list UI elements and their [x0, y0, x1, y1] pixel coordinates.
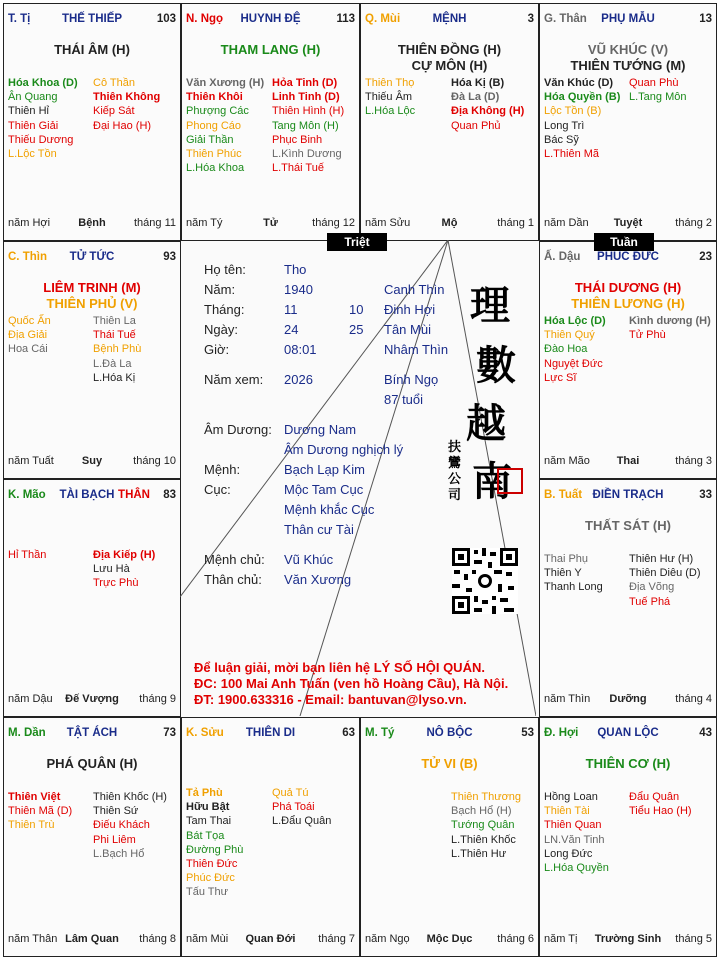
minor-star[interactable]: Tướng Quân	[451, 819, 515, 832]
minor-star[interactable]: Thiên Khốc (H)	[93, 791, 167, 803]
minor-star[interactable]: Tả Phù	[186, 787, 223, 799]
minor-star[interactable]: Kiếp Sát	[93, 105, 135, 118]
minor-star[interactable]: Phúc Đức	[186, 872, 235, 885]
nam-xem-label: Năm xem:	[204, 372, 264, 387]
palace-hoi[interactable]	[539, 717, 717, 957]
minor-star[interactable]: Hoa Cái	[8, 343, 48, 356]
right-star-column	[629, 76, 686, 104]
am-duong: Dương Nam	[284, 422, 357, 437]
footer-month: tháng 5	[675, 933, 712, 945]
footer-year: năm Thìn	[544, 693, 591, 705]
right-star-column	[93, 76, 160, 133]
minor-star[interactable]: L.Hóa Quyền	[544, 862, 609, 875]
palace-branch: N. Ngọ	[186, 13, 224, 25]
right-star-column	[629, 314, 711, 342]
minor-star[interactable]: Bệnh Phù	[93, 343, 142, 356]
footer-year: năm Mùi	[186, 933, 229, 945]
minor-star[interactable]: Đường Phù	[186, 843, 244, 856]
minor-star[interactable]: L.Bạch Hổ	[93, 847, 145, 860]
palace-number: 43	[699, 727, 712, 739]
palace-name: QUAN LỘC	[597, 727, 659, 739]
minor-star[interactable]: Thiên Việt	[8, 791, 61, 803]
ngay-duong: 24	[284, 322, 299, 337]
footer-month: tháng 8	[139, 933, 176, 945]
minor-star[interactable]: Thái Tuế	[93, 329, 136, 342]
footer-month: tháng 11	[133, 217, 176, 229]
palace-name: HUYNH ĐỆ	[240, 13, 301, 25]
minor-star[interactable]: L.Thiên Hư	[451, 847, 507, 860]
major-star[interactable]: THẤT SÁT (H)	[585, 518, 671, 533]
palace-ty[interactable]	[360, 717, 539, 957]
gio-can-chi: Nhâm Thìn	[384, 342, 449, 357]
minor-star[interactable]: Kình dương (H)	[629, 315, 711, 327]
nam-label: Năm:	[204, 282, 236, 297]
footer-month: tháng 9	[139, 693, 176, 705]
palace-footer	[544, 693, 712, 707]
footer-stage: Dưỡng	[609, 693, 647, 705]
footer-stage: Mộ	[441, 217, 458, 229]
minor-star[interactable]: Quả Tú	[272, 787, 309, 799]
minor-star[interactable]: Tuế Phá	[629, 595, 671, 608]
palace-branch: Đ. Hợi	[544, 727, 579, 739]
minor-star[interactable]: Hỏa Tinh (D)	[272, 77, 338, 89]
minor-star[interactable]: Tam Thai	[186, 815, 232, 828]
palace-ngo[interactable]	[181, 3, 360, 241]
calligraphy-char-2: 數	[476, 342, 516, 389]
left-star-column	[8, 790, 72, 833]
minor-star[interactable]: Long Đức	[544, 847, 593, 860]
minor-star[interactable]: Thiên Khôi	[186, 91, 243, 104]
minor-star[interactable]: Phục Binh	[272, 133, 323, 146]
footer-stage: Suy	[81, 455, 103, 467]
minor-star[interactable]: Địa Không (H)	[451, 105, 525, 118]
footer-year: năm Sửu	[365, 217, 411, 229]
minor-star[interactable]: Thiên Hình (H)	[272, 105, 345, 118]
footer-month: tháng 12	[312, 217, 355, 229]
minor-star[interactable]: Hữu Bật	[186, 801, 230, 814]
palace-name: TÀI BẠCH	[59, 489, 115, 501]
nam-can-chi: Canh Thìn	[384, 282, 445, 297]
palace-name: ĐIỀN TRẠCH	[592, 489, 664, 501]
minor-star[interactable]: Thiên Sứ	[93, 805, 139, 818]
major-star[interactable]: THIÊN TƯỚNG (M)	[570, 58, 686, 73]
footer-year: năm Tị	[544, 933, 578, 945]
left-star-column	[186, 76, 264, 175]
contact-line-1: Để luận giải, mời bạn liên hệ LÝ SỐ HỘI QUÁN.	[194, 660, 485, 675]
minor-star[interactable]: Bác Sỹ	[544, 133, 579, 146]
palace-branch: M. Dần	[8, 727, 46, 739]
minor-star[interactable]: Hỉ Thần	[8, 549, 47, 561]
minor-star[interactable]: Tấu Thư	[186, 886, 229, 899]
minor-star[interactable]: Tử Phù	[629, 329, 666, 342]
palace-branch: T. Tị	[8, 13, 31, 25]
right-star-column	[629, 552, 701, 609]
palace-footer	[8, 217, 176, 231]
minor-star[interactable]: Thiên Diêu (D)	[629, 567, 701, 580]
palace-branch: Ấ. Dậu	[544, 251, 581, 263]
left-star-column	[544, 790, 609, 875]
ngay-label: Ngày:	[204, 322, 238, 337]
left-star-column	[365, 76, 415, 119]
right-star-column	[93, 548, 155, 591]
footer-month: tháng 7	[318, 933, 355, 945]
triet-tag: Triệt	[327, 233, 387, 251]
minor-star[interactable]: Thiên Hỉ	[8, 105, 49, 118]
palace-dan[interactable]	[3, 717, 181, 957]
seal-small-text: 扶鸞公司	[448, 440, 462, 503]
palace-branch: K. Sửu	[186, 727, 224, 739]
footer-stage: Mộc Dục	[426, 933, 473, 945]
nam-xem-can-chi: Bính Ngọ	[384, 372, 439, 387]
palace-number: 33	[699, 489, 712, 501]
major-star[interactable]: THÁI DƯƠNG (H)	[574, 280, 682, 295]
minor-star[interactable]: Phá Toái	[272, 801, 315, 814]
minor-star[interactable]: Cô Thần	[93, 77, 135, 89]
menh: Bạch Lạp Kim	[284, 462, 365, 477]
minor-star[interactable]: Đà La (D)	[451, 91, 500, 104]
left-star-column	[544, 552, 603, 595]
minor-star[interactable]: Hóa Lộc (D)	[544, 315, 606, 327]
palace-number: 93	[163, 251, 176, 263]
minor-star[interactable]: Phong Cáo	[186, 119, 242, 132]
cuc-label: Cục:	[204, 482, 231, 497]
minor-star[interactable]: L.Hóa Kị	[93, 371, 136, 384]
footer-year: năm Thân	[8, 933, 58, 945]
minor-star[interactable]: L.Thiên Khốc	[451, 833, 516, 846]
major-star[interactable]: THIÊN LƯƠNG (H)	[571, 296, 685, 311]
minor-star[interactable]: L.Đẩu Quân	[272, 815, 332, 828]
thang-label: Tháng:	[204, 302, 245, 317]
minor-star[interactable]: Thiên Trù	[8, 819, 55, 832]
am-duong-note: Âm Dương nghịch lý	[284, 442, 404, 457]
minor-star[interactable]: Thiên Tài	[544, 805, 590, 818]
minor-star[interactable]: Thanh Long	[544, 581, 603, 594]
minor-star[interactable]: L.Lộc Tồn	[8, 148, 57, 161]
palace-branch: B. Tuất	[544, 489, 583, 501]
minor-star[interactable]: L.Hóa Khoa	[186, 162, 245, 175]
footer-year: năm Dần	[544, 217, 589, 229]
palace-name: NÔ BỘC	[426, 727, 473, 739]
minor-star[interactable]: L.Hóa Lộc	[365, 105, 416, 118]
footer-year: năm Ngọ	[365, 933, 410, 945]
palace-footer	[8, 455, 176, 469]
minor-star[interactable]: Địa Giải	[8, 329, 48, 342]
palace-number: 3	[527, 13, 534, 25]
palace-name: TẬT ÁCH	[66, 727, 118, 739]
minor-star[interactable]: Linh Tinh (D)	[272, 91, 340, 104]
palace-branch: K. Mão	[8, 489, 46, 501]
palace-footer	[186, 933, 355, 947]
menh-chu-label: Mệnh chủ:	[204, 552, 265, 567]
red-seal-stamp	[497, 468, 523, 494]
footer-month: tháng 4	[675, 693, 712, 705]
footer-stage: Thai	[616, 455, 640, 467]
calligraphy-char-1: 理	[470, 282, 510, 329]
palace-footer	[186, 217, 355, 231]
palace-mao[interactable]	[3, 479, 181, 717]
major-star[interactable]: CỰ MÔN (H)	[411, 58, 488, 73]
minor-star[interactable]: Thiên Hư (H)	[629, 553, 694, 565]
palace-footer	[365, 217, 534, 231]
palace-number: 23	[699, 251, 712, 263]
ho-ten: Tho	[284, 262, 307, 277]
ho-ten-label: Họ tên:	[204, 262, 246, 277]
minor-star[interactable]: Thiên Đức	[186, 858, 238, 871]
palace-number: 83	[163, 489, 176, 501]
palace-name: PHÚC ĐỨC	[597, 251, 659, 263]
minor-star[interactable]: Long Trì	[544, 119, 585, 132]
palace-name: TỬ TỨC	[69, 251, 115, 263]
minor-star[interactable]: Văn Khúc (D)	[544, 77, 614, 89]
palace-mui[interactable]	[360, 3, 539, 241]
than-cu: Thân cư Tài	[284, 522, 354, 537]
minor-star[interactable]: Bát Tọa	[186, 829, 225, 842]
right-star-column	[93, 314, 141, 385]
than-marker: THÂN	[118, 489, 150, 501]
tuan-tag: Tuần	[594, 233, 654, 251]
palace-ti[interactable]	[3, 3, 181, 241]
menh-chu: Vũ Khúc	[284, 552, 334, 567]
minor-star[interactable]: Thiên La	[93, 315, 136, 327]
footer-month: tháng 3	[675, 455, 712, 467]
footer-year: năm Dậu	[8, 693, 53, 705]
than-chu: Văn Xương	[284, 572, 352, 587]
right-star-column	[93, 790, 167, 861]
minor-star[interactable]: Giải Thần	[186, 133, 234, 146]
major-star[interactable]: THAM LANG (H)	[220, 42, 321, 57]
minor-star[interactable]: Văn Xương (H)	[186, 77, 265, 89]
calligraphy-char-4: 南	[472, 458, 512, 505]
minor-star[interactable]: Nguyệt Đức	[544, 357, 603, 370]
major-star[interactable]: THIÊN PHỦ (V)	[46, 296, 138, 311]
minor-star[interactable]: Thiếu Dương	[8, 133, 74, 146]
minor-star[interactable]: Thiên Giải	[8, 119, 59, 132]
minor-star[interactable]: Quan Phủ	[451, 119, 501, 132]
footer-year: năm Mão	[544, 455, 590, 467]
right-star-column	[629, 790, 692, 818]
footer-stage: Trường Sinh	[594, 933, 662, 945]
contact-phone-email[interactable]: ĐT: 1900.633316 - Email: bantuvan@lyso.vn.	[194, 692, 467, 707]
right-star-column	[272, 76, 344, 175]
minor-star[interactable]: Ân Quang	[8, 91, 58, 104]
right-star-column	[272, 786, 331, 829]
palace-branch: M. Tý	[365, 727, 395, 739]
ngay-can-chi: Tân Mùi	[384, 322, 431, 337]
major-star[interactable]: THIÊN ĐỒNG (H)	[397, 42, 502, 57]
minor-star[interactable]: Hồng Loan	[544, 791, 598, 803]
major-star[interactable]: THÁI ÂM (H)	[54, 42, 130, 57]
major-star[interactable]: PHÁ QUÂN (H)	[46, 756, 138, 771]
footer-stage: Bệnh	[78, 217, 106, 229]
palace-than[interactable]	[539, 3, 717, 241]
minor-star[interactable]: Thiên Thọ	[365, 77, 415, 89]
footer-stage: Quan Đới	[245, 933, 296, 945]
left-star-column	[8, 314, 51, 357]
footer-year: năm Tuất	[8, 455, 54, 467]
palace-footer	[8, 933, 176, 947]
minor-star[interactable]: Thiếu Âm	[365, 91, 413, 104]
palace-number: 103	[156, 13, 176, 25]
footer-month: tháng 6	[497, 933, 534, 945]
palace-number: 113	[336, 13, 355, 25]
thang-duong: 11	[284, 302, 298, 317]
minor-star[interactable]: Thai Phụ	[544, 553, 589, 565]
minor-star[interactable]: Điếu Khách	[93, 819, 150, 832]
major-star[interactable]: LIÊM TRINH (M)	[43, 280, 141, 295]
minor-star[interactable]: Lưu Hà	[93, 563, 130, 576]
palace-footer	[365, 933, 534, 947]
palace-thin[interactable]	[3, 241, 181, 479]
minor-star[interactable]: Thiên Mã (D)	[8, 805, 73, 818]
palace-name: MỆNH	[432, 13, 467, 25]
palace-name: THIÊN DI	[245, 727, 296, 739]
minor-star[interactable]: L.Đà La	[93, 357, 132, 370]
minor-star[interactable]: Lộc Tồn (B)	[544, 105, 602, 118]
minor-star[interactable]: Thiên Y	[544, 567, 582, 580]
palace-dau[interactable]	[539, 241, 717, 479]
am-duong-label: Âm Dương:	[204, 422, 272, 437]
minor-star[interactable]: Bạch Hổ (H)	[451, 805, 512, 818]
footer-stage: Tuyệt	[613, 217, 643, 229]
minor-star[interactable]: Hóa Kị (B)	[451, 77, 505, 89]
minor-star[interactable]: Đào Hoa	[544, 343, 588, 356]
than-chu-label: Thân chủ:	[204, 572, 262, 587]
minor-star[interactable]: Phượng Các	[186, 105, 249, 118]
major-star[interactable]: TỬ VI (B)	[421, 756, 478, 771]
palace-branch: C. Thìn	[8, 251, 47, 263]
minor-star[interactable]: Phi Liêm	[93, 833, 136, 846]
minor-star[interactable]: Thiên Quý	[544, 329, 595, 342]
minor-star[interactable]: L.Kình Dương	[272, 148, 342, 161]
palace-number: 73	[163, 727, 176, 739]
nam-xem: 2026	[284, 372, 313, 387]
left-star-column	[8, 548, 46, 562]
calligraphy-char-3: 越	[466, 400, 506, 447]
minor-star[interactable]: Hóa Khoa (D)	[8, 77, 78, 89]
minor-star[interactable]: Quốc Ấn	[8, 315, 51, 327]
palace-number: 53	[521, 727, 534, 739]
minor-star[interactable]: Đẩu Quân	[629, 791, 680, 803]
left-star-column	[186, 786, 243, 900]
minor-star[interactable]: L.Thiên Mã	[544, 148, 600, 161]
palace-footer	[544, 217, 712, 231]
palace-name: THẾ THIẾP	[61, 13, 123, 25]
minor-star[interactable]: Quan Phù	[629, 77, 679, 89]
palace-suu[interactable]	[181, 717, 360, 957]
nam-sinh: 1940	[284, 282, 313, 297]
contact-address: ĐC: 100 Mai Anh Tuấn (ven hồ Hoàng Cầu), Hà Nội.	[194, 676, 509, 691]
center-info-panel	[180, 240, 536, 716]
minor-star[interactable]: L.Tang Môn	[629, 91, 687, 104]
gio: 08:01	[284, 342, 317, 357]
footer-stage: Tử	[263, 217, 278, 229]
footer-month: tháng 10	[133, 455, 176, 467]
palace-number: 63	[342, 727, 355, 739]
minor-star[interactable]: Lực Sĩ	[544, 371, 577, 384]
footer-stage: Lâm Quan	[65, 933, 119, 945]
minor-star[interactable]: Địa Võng	[629, 581, 675, 594]
major-star[interactable]: VŨ KHÚC (V)	[587, 42, 669, 57]
qr-code-icon[interactable]	[452, 548, 518, 614]
minor-star[interactable]: Hóa Quyền (B)	[544, 91, 621, 104]
left-star-column	[8, 76, 78, 161]
minor-star[interactable]: Thiên Thương	[451, 791, 522, 803]
minor-star[interactable]: Đại Hao (H)	[93, 119, 152, 132]
minor-star[interactable]: Trực Phù	[93, 577, 139, 590]
palace-name: PHỤ MẪU	[601, 13, 655, 25]
gio-label: Giờ:	[204, 342, 230, 357]
minor-star[interactable]: Thiên Không	[93, 91, 161, 104]
footer-year: năm Tý	[186, 217, 223, 229]
major-star[interactable]: THIÊN CƠ (H)	[585, 756, 671, 771]
footer-year: năm Hợi	[8, 217, 51, 229]
right-star-column	[451, 76, 524, 133]
tuoi: 87 tuổi	[384, 392, 424, 407]
palace-branch: G. Thân	[544, 13, 587, 25]
minor-star[interactable]: Tiểu Hao (H)	[629, 805, 692, 818]
palace-footer	[544, 455, 712, 469]
right-star-column	[451, 790, 521, 861]
minor-star[interactable]: Thiên Quan	[544, 819, 602, 832]
left-star-column	[544, 314, 606, 385]
minor-star[interactable]: Địa Kiếp (H)	[93, 549, 156, 561]
minor-star[interactable]: L.Thái Tuế	[272, 162, 324, 175]
minor-star[interactable]: LN.Văn Tinh	[544, 833, 605, 846]
palace-branch: Q. Mùi	[365, 13, 401, 25]
menh-label: Mệnh:	[204, 462, 241, 477]
left-star-column	[544, 76, 620, 161]
thang-can-chi: Đinh Hợi	[384, 302, 436, 317]
footer-month: tháng 2	[675, 217, 712, 229]
cuc: Mộc Tam Cục	[284, 482, 364, 497]
palace-footer	[8, 693, 176, 707]
palace-tuat[interactable]	[539, 479, 717, 717]
cuc-relation: Mệnh khắc Cục	[284, 502, 375, 517]
thang-am: 10	[349, 302, 364, 317]
ngay-am: 25	[349, 322, 364, 337]
palace-footer	[544, 933, 712, 947]
palace-number: 13	[699, 13, 712, 25]
footer-month: tháng 1	[497, 217, 534, 229]
minor-star[interactable]: Tang Môn (H)	[272, 119, 339, 132]
footer-stage: Đế Vượng	[65, 693, 119, 705]
minor-star[interactable]: Thiên Phúc	[186, 148, 242, 161]
